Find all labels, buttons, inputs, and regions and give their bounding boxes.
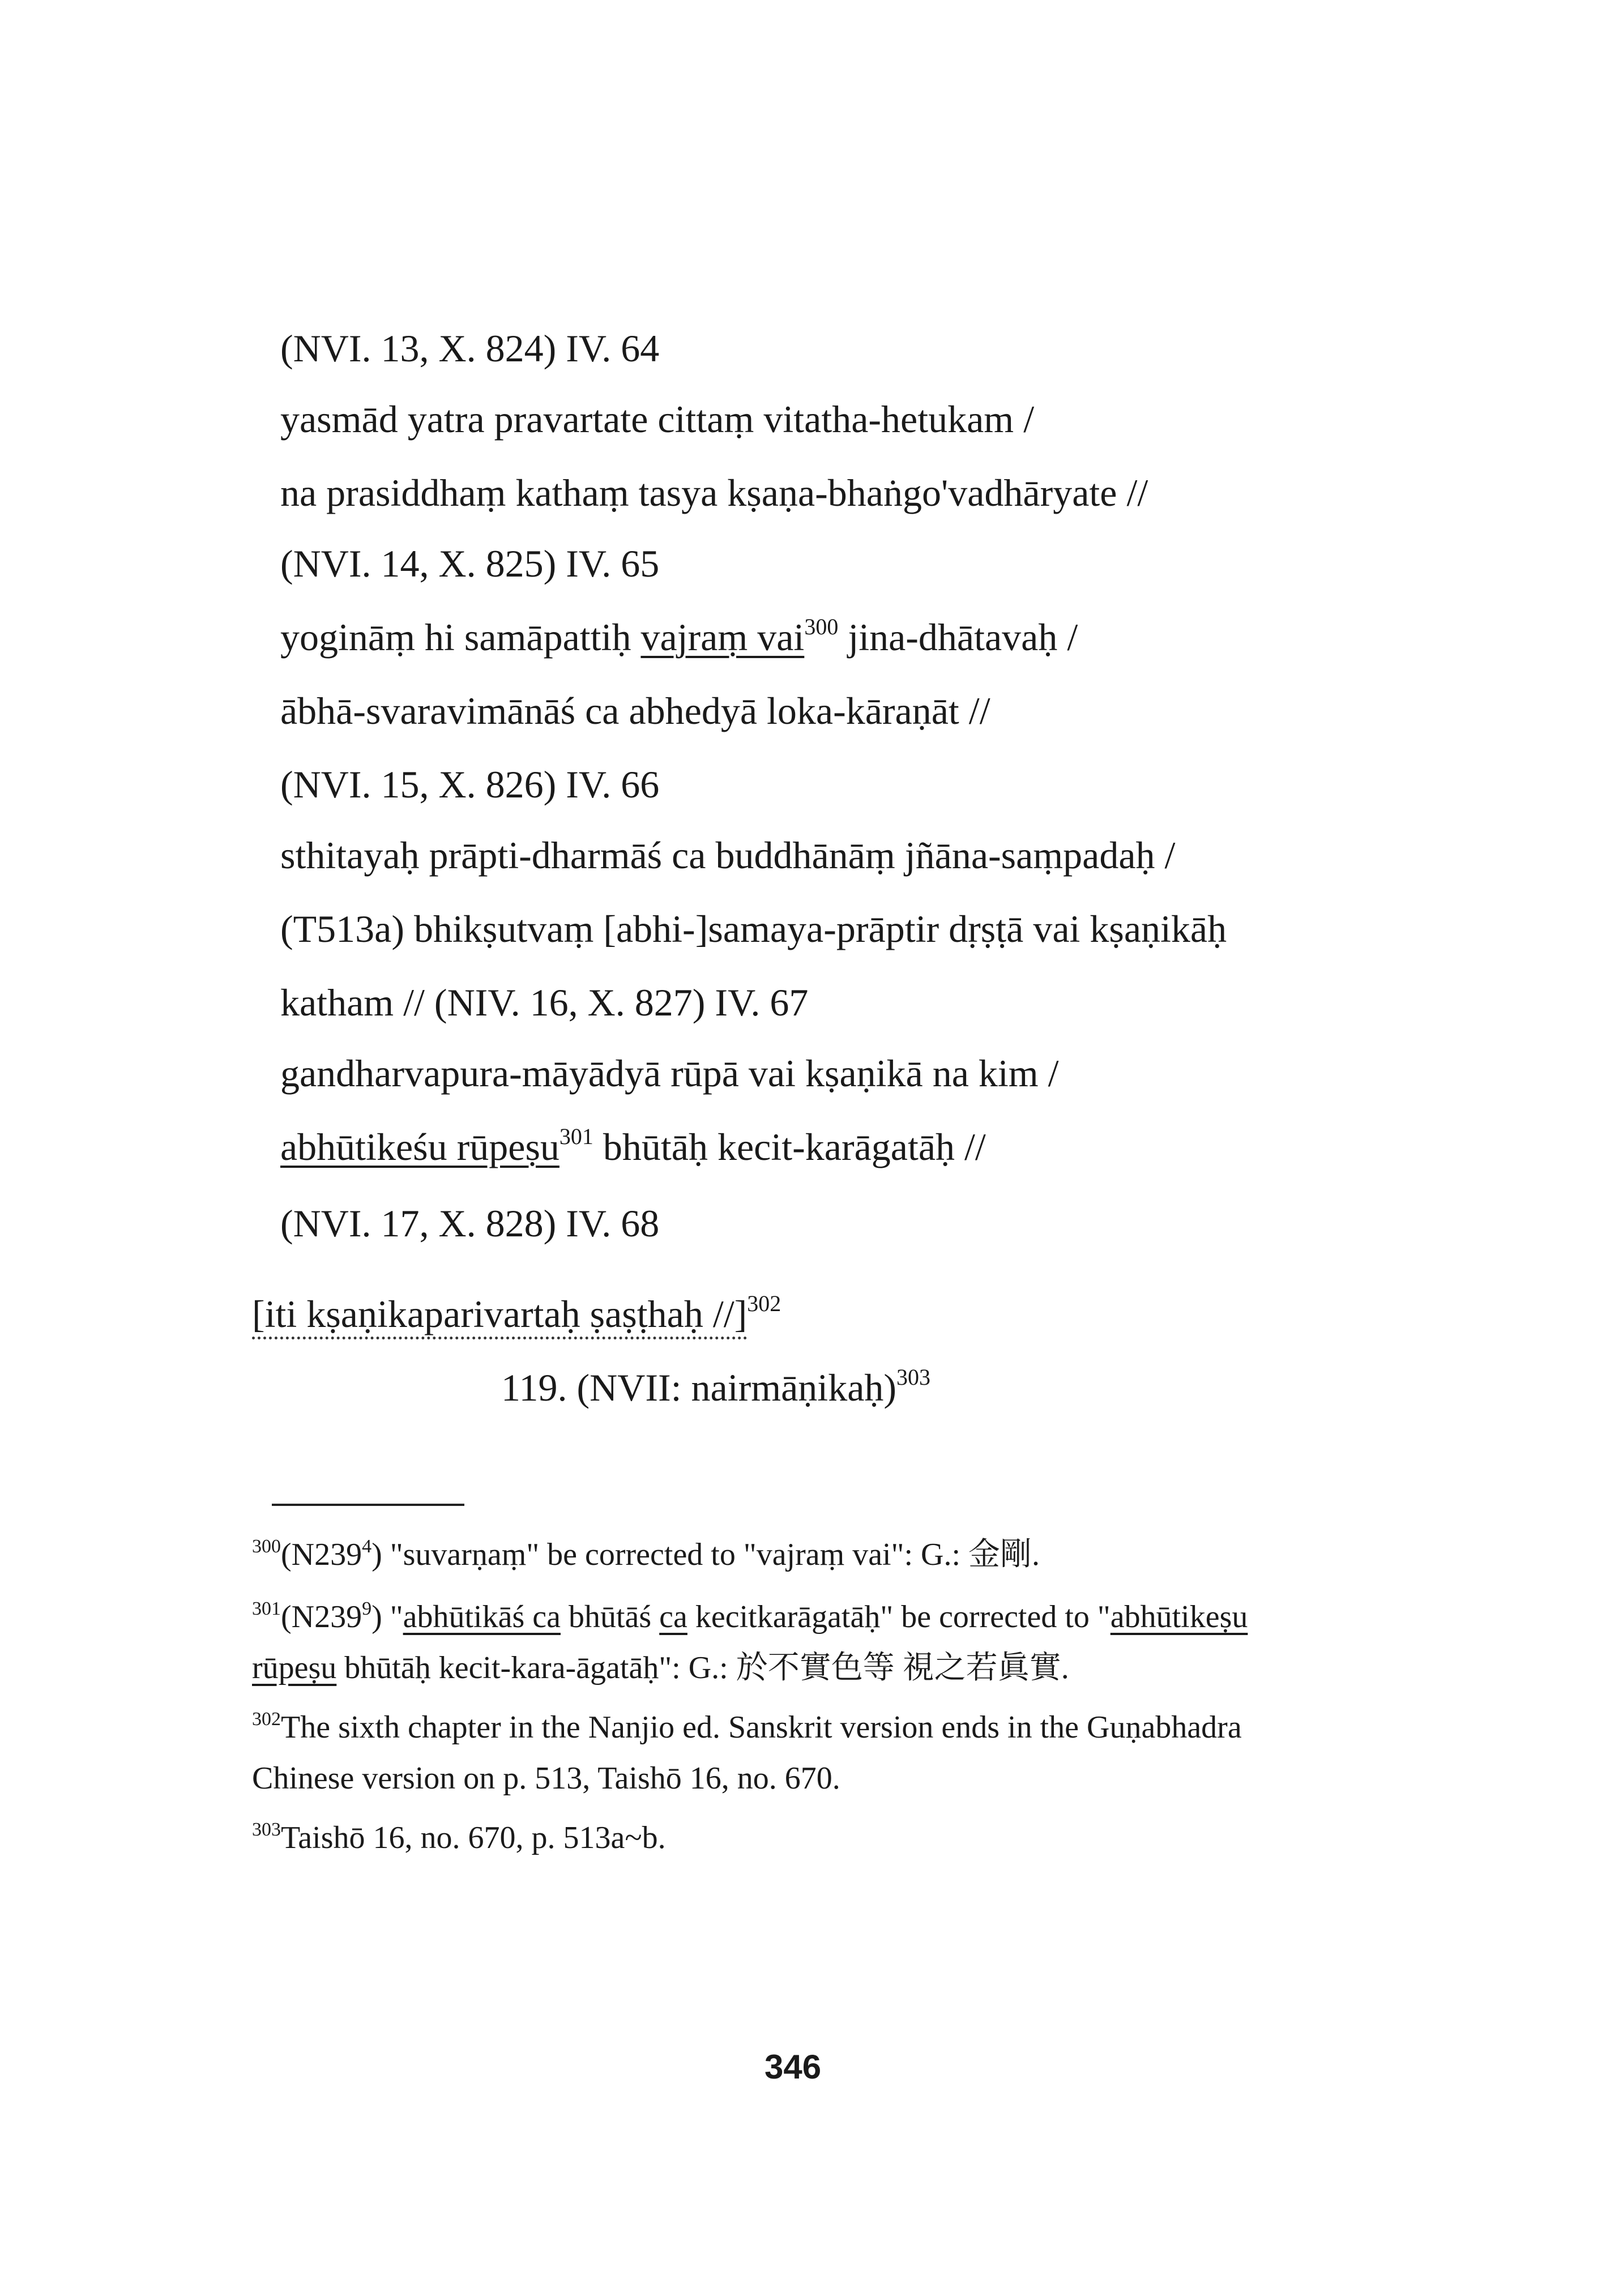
verse-line: yasmād yatra pravartate cittaṃ vitatha-hetukam / bbox=[280, 398, 1035, 441]
verse-line: katham // (NIV. 16, X. 827) IV. 67 bbox=[280, 981, 809, 1024]
verse-reference: (NVI. 14, X. 825) IV. 65 bbox=[280, 542, 660, 585]
footnote-text: bhūtāḥ kecit-kara-āgatāḥ": G.: 於不實色等 視之若眞實. bbox=[336, 1650, 1069, 1685]
footnote-number: 301 bbox=[252, 1598, 281, 1619]
footnote-marker: 300 bbox=[804, 614, 839, 639]
chapter-colophon bbox=[252, 1291, 781, 1337]
footnote-marker: 301 bbox=[559, 1124, 593, 1149]
footnote-text: The sixth chapter in the Nanjio ed. Sanskrit version ends in the Guṇabhadra bbox=[281, 1710, 1242, 1745]
verse-line: gandharvapura-māyādyā rūpā vai kṣaṇikā na kim / bbox=[280, 1052, 1059, 1095]
footnote-301-continued bbox=[252, 1645, 1069, 1691]
footnote-text: ) " bbox=[371, 1599, 403, 1634]
underlined-text: rūpeṣu bbox=[252, 1650, 337, 1685]
verse-line bbox=[280, 614, 1078, 660]
verse-line: ābhā-svaravimānāś ca abhedyā loka-kāraṇāt // bbox=[280, 689, 990, 732]
footnote-marker: 303 bbox=[896, 1364, 931, 1390]
underlined-text: abhūtikeśu rūpeṣu bbox=[280, 1125, 559, 1168]
footnote-303 bbox=[252, 1815, 666, 1860]
footnote-number: 302 bbox=[252, 1709, 281, 1730]
verse-line bbox=[280, 1124, 986, 1170]
footnote-302-continued: Chinese version on p. 513, Taishō 16, no. 670. bbox=[252, 1761, 840, 1796]
footnote-marker: 302 bbox=[747, 1291, 781, 1316]
footnote-text: kecitkarāgatāḥ" be corrected to " bbox=[687, 1599, 1111, 1634]
page-number: 346 bbox=[764, 2048, 822, 2086]
verse-text: bhūtāḥ kecit-karāgatāḥ // bbox=[593, 1125, 986, 1168]
footnote-text: bhūtāś bbox=[560, 1599, 660, 1634]
footnote-text: Taishō 16, no. 670, p. 513a~b. bbox=[281, 1820, 666, 1855]
footnote-text: ) "suvarṇaṃ" be corrected to "vajraṃ vai": G.: 金剛. bbox=[371, 1537, 1040, 1572]
footnote-302 bbox=[252, 1705, 1242, 1750]
verse-line: (T513a) bhikṣutvaṃ [abhi-]samaya-prāptir dṛṣṭā vai kṣaṇikāḥ bbox=[280, 907, 1227, 950]
underlined-text: abhūtikāś ca bbox=[403, 1599, 561, 1634]
footnote-300 bbox=[252, 1532, 1040, 1577]
footnote-ref: (N239 bbox=[281, 1599, 362, 1634]
verse-reference: (NVI. 17, X. 828) IV. 68 bbox=[280, 1202, 660, 1245]
verse-text: jina-dhātavaḥ / bbox=[838, 616, 1078, 659]
footnote-ref-sup: 9 bbox=[362, 1598, 372, 1619]
footnote-ref-sup: 4 bbox=[362, 1536, 372, 1557]
footnote-ref: (N239 bbox=[281, 1537, 362, 1572]
colophon-text: [iti kṣaṇikaparivartaḥ ṣaṣṭhaḥ //] bbox=[252, 1292, 747, 1339]
verse-line: na prasiddhaṃ kathaṃ tasya kṣaṇa-bhaṅgo'vadhāryate // bbox=[280, 471, 1148, 514]
verse-reference: (NVI. 13, X. 824) IV. 64 bbox=[280, 327, 660, 370]
underlined-text: vajraṃ vai bbox=[640, 616, 805, 659]
footnote-number: 303 bbox=[252, 1819, 281, 1840]
footnote-divider bbox=[272, 1504, 464, 1506]
underlined-text: ca bbox=[659, 1599, 687, 1634]
verse-text: yogināṃ hi samāpattiḥ bbox=[280, 616, 641, 659]
verse-line: sthitayaḥ prāpti-dharmāś ca buddhānāṃ jñāna-saṃpadaḥ / bbox=[280, 834, 1176, 877]
footnote-number: 300 bbox=[252, 1536, 281, 1557]
underlined-text: abhūtikeṣu bbox=[1110, 1599, 1248, 1634]
section-heading-text: 119. (NVII: nairmāṇikaḥ) bbox=[501, 1366, 897, 1409]
section-heading bbox=[501, 1365, 930, 1410]
footnote-301 bbox=[252, 1594, 1248, 1640]
verse-reference: (NVI. 15, X. 826) IV. 66 bbox=[280, 763, 660, 806]
